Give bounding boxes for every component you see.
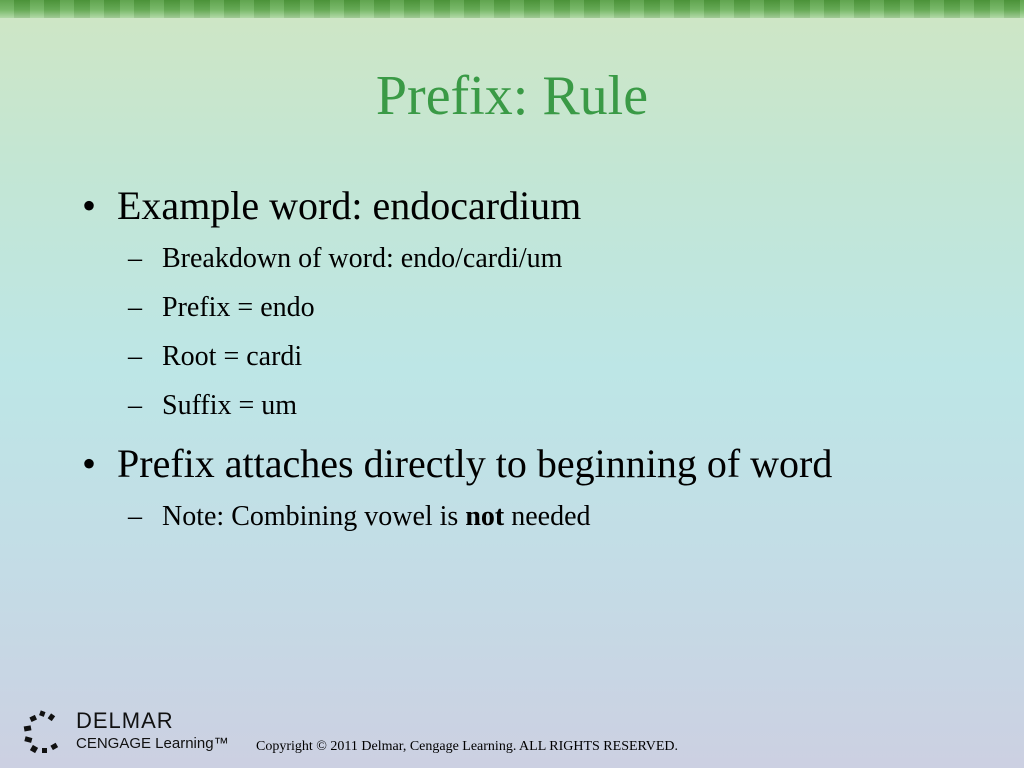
logo-wordmark-delmar: DELMAR — [76, 708, 174, 733]
subitem-root — [80, 332, 980, 381]
slide-content — [80, 182, 980, 541]
subitem-text: Breakdown of word: endo/cardi/um — [162, 243, 563, 274]
subitem-prefix — [80, 283, 980, 332]
logo-wordmark-cengage: CENGAGE Learning™ — [76, 735, 229, 752]
note-text-bold: not — [465, 501, 505, 532]
dash-marker: – — [128, 390, 142, 421]
subitem-suffix — [80, 381, 980, 430]
dash-marker: – — [128, 501, 142, 532]
dash-marker: – — [128, 292, 142, 323]
delmar-cengage-logo — [22, 708, 252, 758]
slide-title: Prefix: Rule — [375, 65, 649, 127]
subitem-text: Prefix = endo — [162, 292, 315, 323]
subitem-note — [80, 492, 980, 541]
dash-marker: – — [128, 341, 142, 372]
top-decorative-band — [0, 0, 1024, 18]
subitem-text: Root = cardi — [162, 341, 303, 372]
subitem-text: Suffix = um — [162, 390, 298, 421]
dash-marker: – — [128, 243, 142, 274]
subitem-breakdown — [80, 234, 980, 283]
copyright-notice: Copyright © 2011 Delmar, Cengage Learning. ALL RIGHTS RESERVED. — [256, 739, 679, 754]
note-text-after: needed — [504, 501, 591, 532]
delmar-cengage-dots-icon — [22, 710, 66, 754]
note-text-before: Note: Combining vowel is — [162, 501, 466, 532]
bullet-example-word: • Example word: endocardium — [80, 182, 980, 230]
bullet-prefix-attaches: • Prefix attaches directly to beginning of word — [80, 440, 980, 488]
